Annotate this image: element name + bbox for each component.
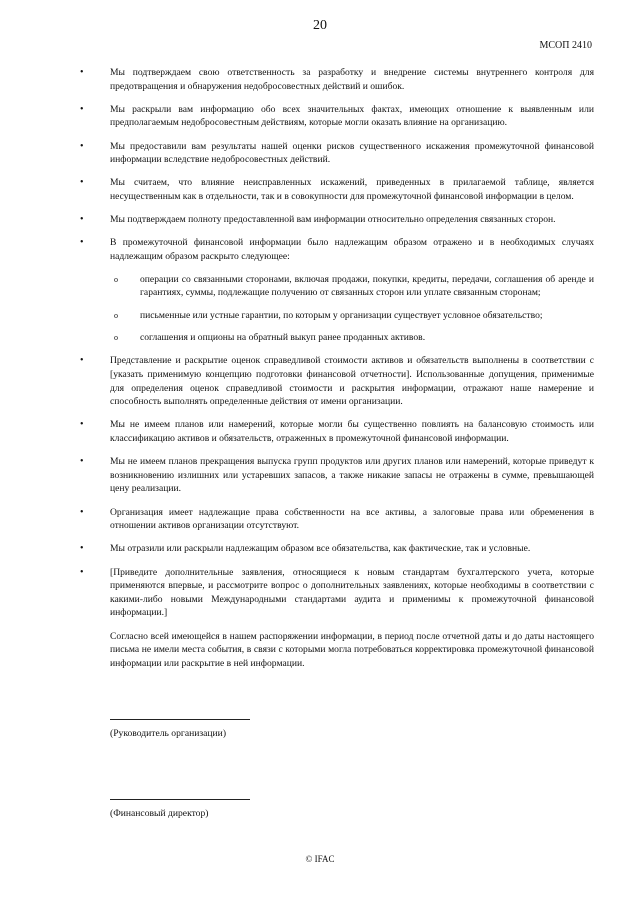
document-body (110, 66, 594, 670)
list-item: • Мы считаем, что влияние неисправленных искажений, приведенных в прилагаемой таблице, является несущественным как в отдельности, так и в совокупности для промежуточной финансовой информации в целом. (110, 176, 594, 203)
list-item: • Мы предоставили вам результаты нашей оценки рисков существенного искажения промежуточной финансовой информации вследствие недобросовестных действий. (110, 140, 594, 167)
signature-line (110, 719, 250, 720)
signature-block-cfo (110, 799, 250, 819)
sub-list-item: o операции со связанными сторонами, включая продажи, покупки, кредиты, передачи, соглашения об аренде и гарантиях, суммы, подлежащие получению от связанных сторон или уплате связанным сторонам; (140, 273, 594, 300)
copyright-footer: © IFAC (305, 854, 335, 864)
sub-list-item: o соглашения и опционы на обратный выкуп ранее проданных активов. (140, 331, 594, 345)
signature-line (110, 799, 250, 800)
list-item (110, 236, 594, 345)
list-item-text: В промежуточной финансовой информации было надлежащим образом отражено и в необходимых случаях надлежащим образом раскрыто следующее: (110, 237, 594, 262)
sub-list-item: o письменные или устные гарантии, по которым у организации существует условное обязательство; (140, 309, 594, 323)
signature-block-ceo (110, 719, 250, 739)
list-item: • Мы подтверждаем свою ответственность за разработку и внедрение системы внутреннего контроля для предотвращения и обнаружения недобросовестных действий и ошибок. (110, 66, 594, 93)
list-item: • Мы раскрыли вам информацию обо всех значительных фактах, имеющих отношение к выявленным или предполагаемым недобросовестным действиям, которые могли оказать влияние на организацию. (110, 103, 594, 130)
list-item: • Организация имеет надлежащие права собственности на все активы, а залоговые права или обременения в отношении активов организации отсутствуют. (110, 506, 594, 533)
signature-caption: (Финансовый директор) (110, 808, 209, 819)
list-item: • Мы не имеем планов прекращения выпуска групп продуктов или других планов или намерений, которые приведут к возникновению излишних или устаревших запасов, а также никакие запасы не отражены в сумме, превышающей цену реализации. (110, 455, 594, 496)
signature-caption: (Руководитель организации) (110, 728, 227, 739)
representation-list (110, 66, 594, 620)
list-item: • Мы не имеем планов или намерений, которые могли бы существенно повлиять на балансовую стоимость или классификацию активов и обязательств, отраженных в промежуточной финансовой информации. (110, 418, 594, 445)
page-number: 20 (313, 18, 327, 33)
closing-paragraph: Согласно всей имеющейся в нашем распоряжении информации, в период после отчетной даты и до даты настоящего письма не имели места события, в связи с которыми могла потребоваться корректировка промежуточной финансовой информации или раскрытие в ней информации. (110, 630, 594, 669)
list-item: • Представление и раскрытие оценок справедливой стоимости активов и обязательств выполнены в соответствии с [указать применимую концепцию подготовки финансовой отчетности]. Использованные допущения, применимые для определения оценок справедливой стоимости и раскрытия информации, отражают наше намерение и способность выполнять определенные действия от имени организации. (110, 354, 594, 408)
list-item: • Мы подтверждаем полноту предоставленной вам информации относительно определения связанных сторон. (110, 213, 594, 227)
sub-list (140, 273, 594, 345)
list-item: • Мы отразили или раскрыли надлежащим образом все обязательства, как фактические, так и условные. (110, 542, 594, 556)
list-item: • [Приведите дополнительные заявления, относящиеся к новым стандартам бухгалтерского учета, которые применяются впервые, и рассмотрите вопрос о дополнительных заявлениях, которые необходимы в соответствии с какими-либо новыми Международными стандартами аудита и применимы к промежуточной финансовой информации.] (110, 566, 594, 620)
document-code: МСОП 2410 (539, 40, 592, 51)
